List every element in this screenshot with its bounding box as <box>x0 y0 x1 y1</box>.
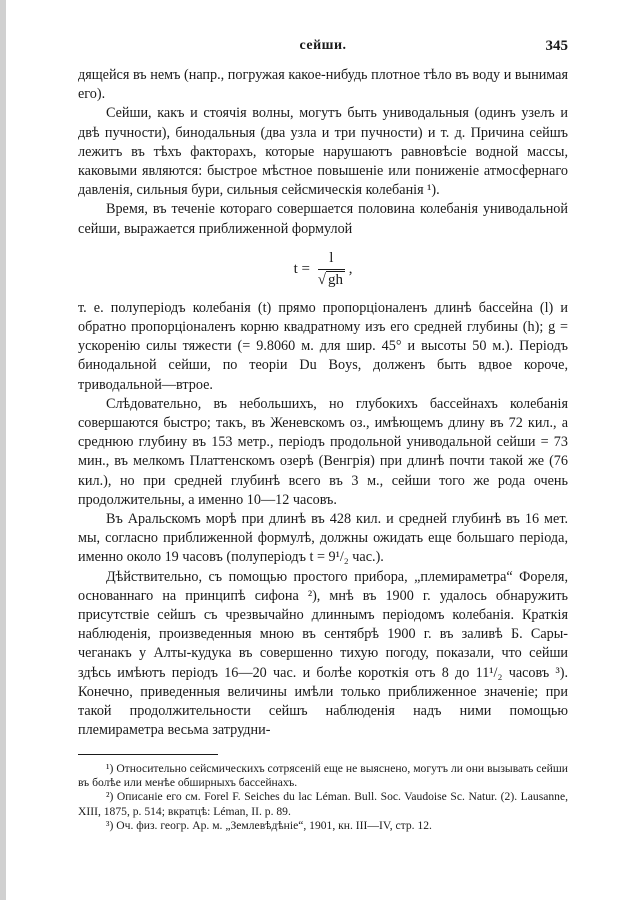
period-formula <box>78 243 568 297</box>
main-text <box>78 66 568 741</box>
footnote-3: ³) Оч. физ. геогр. Ар. м. „Землевѣдѣніе“, 1901, кн. III—IV, стр. 12. <box>106 818 432 832</box>
page-edge-shadow <box>0 0 6 900</box>
page-number: 345 <box>545 38 568 54</box>
paragraph-aral-sea: Въ Аральскомъ морѣ при длинѣ въ 428 кил. и средней глубинѣ въ 16 мет. мы, согласно приближенной формулѣ, должны ожидать еще большаго періода, именно около 19 часовъ (полупеpiодъ t = 9¹/₂ час.). <box>78 511 568 566</box>
footnote-1: ¹) Относительно сейсмическихъ сотрясеній еще не выяснено, могутъ ли они вызывать сейши въ болѣе или менѣе обширныхъ бассейнахъ. <box>78 762 568 790</box>
formula-denominator <box>318 270 345 290</box>
footnote-divider <box>78 754 218 755</box>
formula-equals: = <box>301 260 310 277</box>
formula-lhs: t <box>293 260 298 277</box>
formula-trailing: , <box>348 260 353 277</box>
paragraph-continued: дящейся въ немъ (напр., погружая какое-нибудь плотное тѣло въ воду и вынимая его). <box>78 67 568 103</box>
formula-radicand: gh <box>327 272 343 289</box>
formula-numerator: l <box>318 249 345 270</box>
running-title: сейши. <box>299 38 347 53</box>
paragraph-seiche-types: Сейши, какъ и стоячія волны, могутъ быть униводальныя (одинъ узелъ и двѣ пучности), бинодальныя (два узла и три пучности) и т. д. Причина сейшъ лежитъ въ тѣхъ факторахъ, которые нарушаютъ равновѣсіе водной массы, каковыми являются: быстрое мѣстное повышеніе или пониженіе атмосфернаго давленія, сильныя бури, сильныя сейсмическія колебанія ¹). <box>78 105 568 199</box>
formula-radical: √ <box>317 272 326 289</box>
footnotes <box>78 762 568 833</box>
paragraph-observations: Дѣйствительно, съ помощью простого прибора, „племиpаметра“ Фореля, основаннаго на принципѣ сифона ²), мнѣ въ 1900 г. удалось обнаружить присутствіе сейшъ съ чрезвычайно длиннымъ періодомъ колебанія. Краткія наблюденія, произведенныя мною въ сентябрѣ 1900 г. въ заливѣ Б. Сары-чеганакъ у Алты-кудука въ совершенно тихую погоду, показали, что сейши здѣсь имѣютъ періодъ 16—20 час. и болѣе короткія отъ 8 до 11¹/₂ часовъ ³). Конечно, приведенныя величины имѣли только приближенное значеніе; при такой продолжительности сейшъ наблюденія надъ ними помощью племиpаметра весьма затрудни- <box>78 568 568 739</box>
formula-fraction <box>318 249 345 290</box>
footnote-2: ²) Описаніе его см. Forel F. Seiches du lac Léman. Bull. Soc. Vaudoise Sc. Natur. (2). Lausanne, XIII, 1875, p. 514; вкратцѣ: Léman, II. p. 89. <box>78 790 568 818</box>
page-header <box>78 38 568 58</box>
paragraph-formula-intro: Время, въ теченіе котораго совершается половина колебанія униводальной сейши, выражается приближенной формулой <box>78 201 568 237</box>
paragraph-lake-examples: Слѣдовательно, въ небольшихъ, но глубокихъ бассейнахъ колебанія совершаются быстро; такъ, въ Женевскомъ оз., имѣющемъ длину въ 72 кил., а среднюю глубину въ 153 метр., періодъ продольной униводальной сейши = 73 мин., въ мелкомъ Платтенскомъ озерѣ (Венгрія) при длинѣ почти такой же (76 кил.), но при средней глубинѣ всего въ 3 м., сейши того же рода очень продолжительны, а именно 10—12 часовъ. <box>78 395 568 508</box>
paragraph-formula-explanation: т. е. полупеpiодъ колебанія (t) прямо пропорціоналенъ длинѣ бассейна (l) и обратно пропорціоналенъ корню квадратному изъ его средней глубины (h); g = ускоренію силы тяжести (= 9.8060 м. для шир. 45° и высоты 50 м.). Періодъ бинодальной сейши, по теоріи Du Boys, долженъ быть вдвое короче, триводальной—втрое. <box>78 299 568 393</box>
